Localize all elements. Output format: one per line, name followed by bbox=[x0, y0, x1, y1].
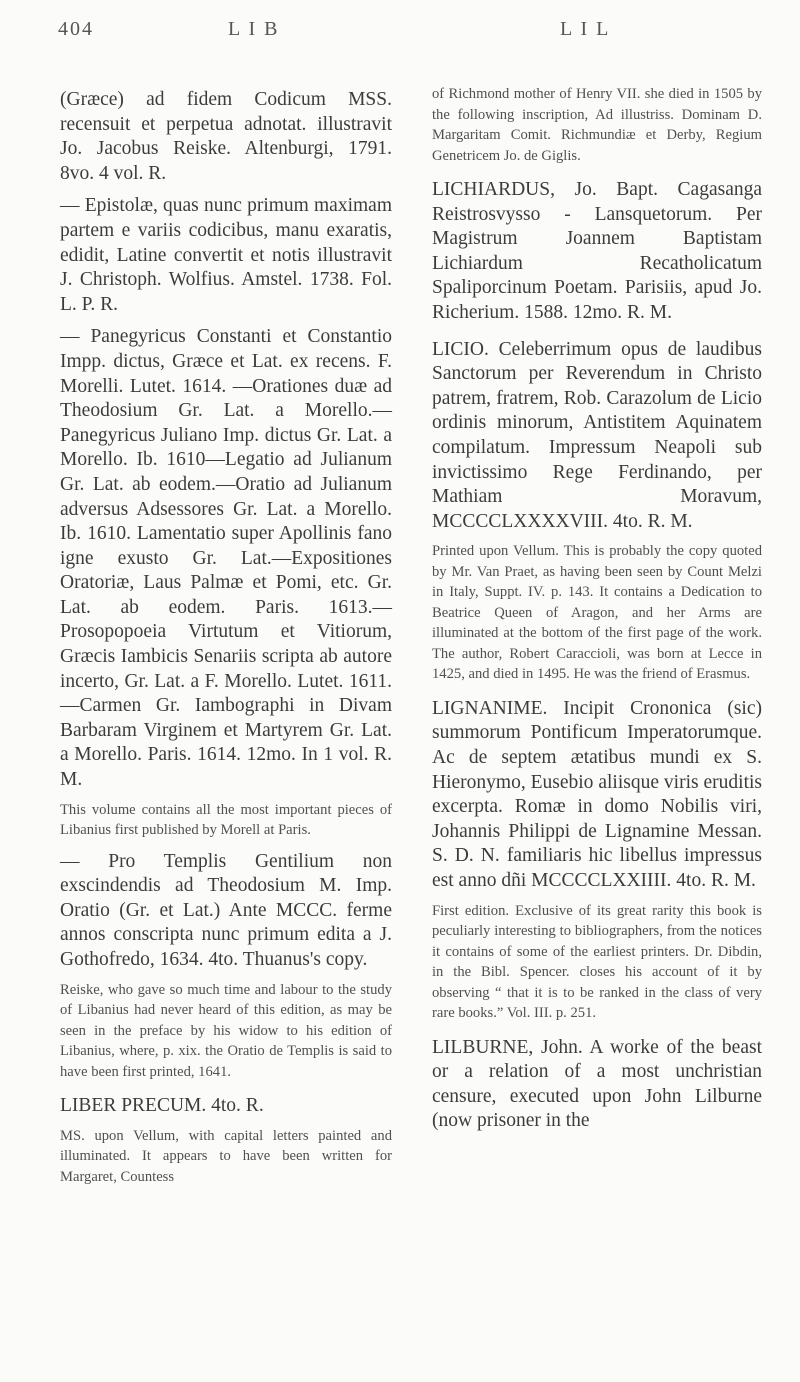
note-liber-precum-continued: of Richmond mother of Henry VII. she died in 1505 by the following inscription, Ad illustriss. Dominam D. Margaritam Comit. Richmundiæ et Derby, Regium Genetricem Jo. de Giglis. bbox=[432, 86, 762, 164]
entry-libanius-pro-templis: — Pro Templis Gentilium non exscindendis ad Theodosium M. Imp. Oratio (Gr. et Lat.) Ante MCCC. ferme annos conscripta nunc primum edita a J. Gothofredo, 1634. 4to. Thuanus's copy. bbox=[60, 850, 392, 970]
page-number: 404 bbox=[58, 18, 94, 40]
running-head-left: L I B bbox=[228, 18, 280, 40]
note-licio-vellum: Printed upon Vellum. This is probably the copy quoted by Mr. Van Praet, as having been seen by Count Melzi in Italy, Suppt. IV. p. 143. It contains a Dedication to Beatrice Queen of Aragon, and her Arms are illuminated at the bottom of the first page of the work. The author, Robert Caraccioli, was born at Lecce in 1425, and died in 1495. He was the friend of Erasmus. bbox=[432, 543, 762, 683]
entry-libanius-epistolae: — Epistolæ, quas nunc primum maximam partem e variis codicibus, manu exaratis, edidit, Latine convertit et notis illustravit J. Christoph. Wolfius. Amstel. 1738. Fol. L. P. R. bbox=[60, 195, 392, 315]
note-liber-precum: MS. upon Vellum, with capital letters painted and illuminated. It appears to have been written for Margaret, Countess bbox=[60, 1127, 392, 1185]
note-reiske: Reiske, who gave so much time and labour to the study of Libanius had never heard of this edition, as may be seen in the preface by his widow to his edition of Libanius, where, p. xix. the Oratio de Templis is said to have been first printed, 1641. bbox=[60, 981, 392, 1080]
note-lignanime-first-edition: First edition. Exclusive of its great rarity this book is peculiarly interesting to bibliographers, from the notices it contains of some of the earliest printers. Dr. Dibdin, in the Bibl. Spencer. closes his account of it by observing “ that it is to be ranked in the class of very rare books.” Vol. III. p. 251. bbox=[432, 902, 762, 1022]
entry-licio: LICIO. Celeberrimum opus de laudibus Sanctorum per Reverendum in Christo patrem, fratrem, Rob. Carazolum de Licio ordinis minorum, Antistitem Aquinatem compilatum. Impressum Neapoli sub invictissimo Rege Ferdinando, per Mathiam Moravum, MCCCCLXXXXVIII. 4to. R. M. bbox=[432, 338, 762, 532]
entry-libanius-panegyricus: — Panegyricus Constanti et Constantio Impp. dictus, Græce et Lat. ex recens. F. Morelli. Lutet. 1614. —Orationes duæ ad Theodosium Gr. Lat. a Morello.—Panegyricus Juliano Imp. dictus Gr. Lat. a Morello. Ib. 1610—Legatio ad Julianum Gr. Lat. ab eodem.—Oratio ad Julianum adversus Adsessores Gr. Lat. a Morello. Ib. 1610. Lamentatio super Apollinis fano igne exusto Gr. Lat.—Expositiones Oratoriæ, Laus Palmæ et Pomi, etc. Gr. Lat. ab eodem. Paris. 1613.— Prosopopoeia Virtutum et Vitiorum, Græcis Iambicis Senariis scripta ab autore incerto, Gr. Lat. a F. Morello. Lutet. 1611.—Carmen Gr. Iambographi in Divam Barbaram Virginem et Martyrem Gr. Lat. a Morello. Paris. 1614. 12mo. In 1 vol. R. M. bbox=[60, 326, 392, 791]
entry-lilburne: LILBURNE, John. A worke of the beast or a relation of a most unchristian censure, executed upon John Lilburne (now prisoner in the bbox=[432, 1036, 762, 1132]
note-libanius-morell: This volume contains all the most important pieces of Libanius first published by Morell at Paris. bbox=[60, 801, 392, 839]
entry-libanius-orationes: (Græce) ad fidem Codicum MSS. recensuit et perpetua adnotat. illustravit Jo. Jacobus Reiske. Altenburgi, 1791. 8vo. 4 vol. R. bbox=[60, 89, 392, 184]
running-head-right: L I L bbox=[560, 18, 611, 40]
right-column bbox=[432, 88, 762, 1134]
left-column bbox=[60, 88, 392, 1187]
entry-liber-precum: LIBER PRECUM. 4to. R. bbox=[60, 1095, 264, 1117]
entry-lignanime: LIGNANIME. Incipit Crononica (sic) summorum Pontificum Imperatorumque. Ac de septem ætatibus mundi ex S. Hieronymo, Eusebio aliisque viris eruditis excerpta. Romæ in domo Nobilis viri, Johannis Philippi de Lignamine Messan. S. D. N. familiaris hic libellus impressus est anno dñi MCCCCLXXIIII. 4to. R. M. bbox=[432, 697, 762, 891]
entry-lichiardus: LICHIARDUS, Jo. Bapt. Cagasanga Reistrosvysso - Lansquetorum. Per Magistrum Joannem Baptistam Lichiardum Recatholicatum Spaliporcinum Poetam. Parisiis, apud Jo. Richerium. 1588. 12mo. R. M. bbox=[432, 179, 762, 323]
